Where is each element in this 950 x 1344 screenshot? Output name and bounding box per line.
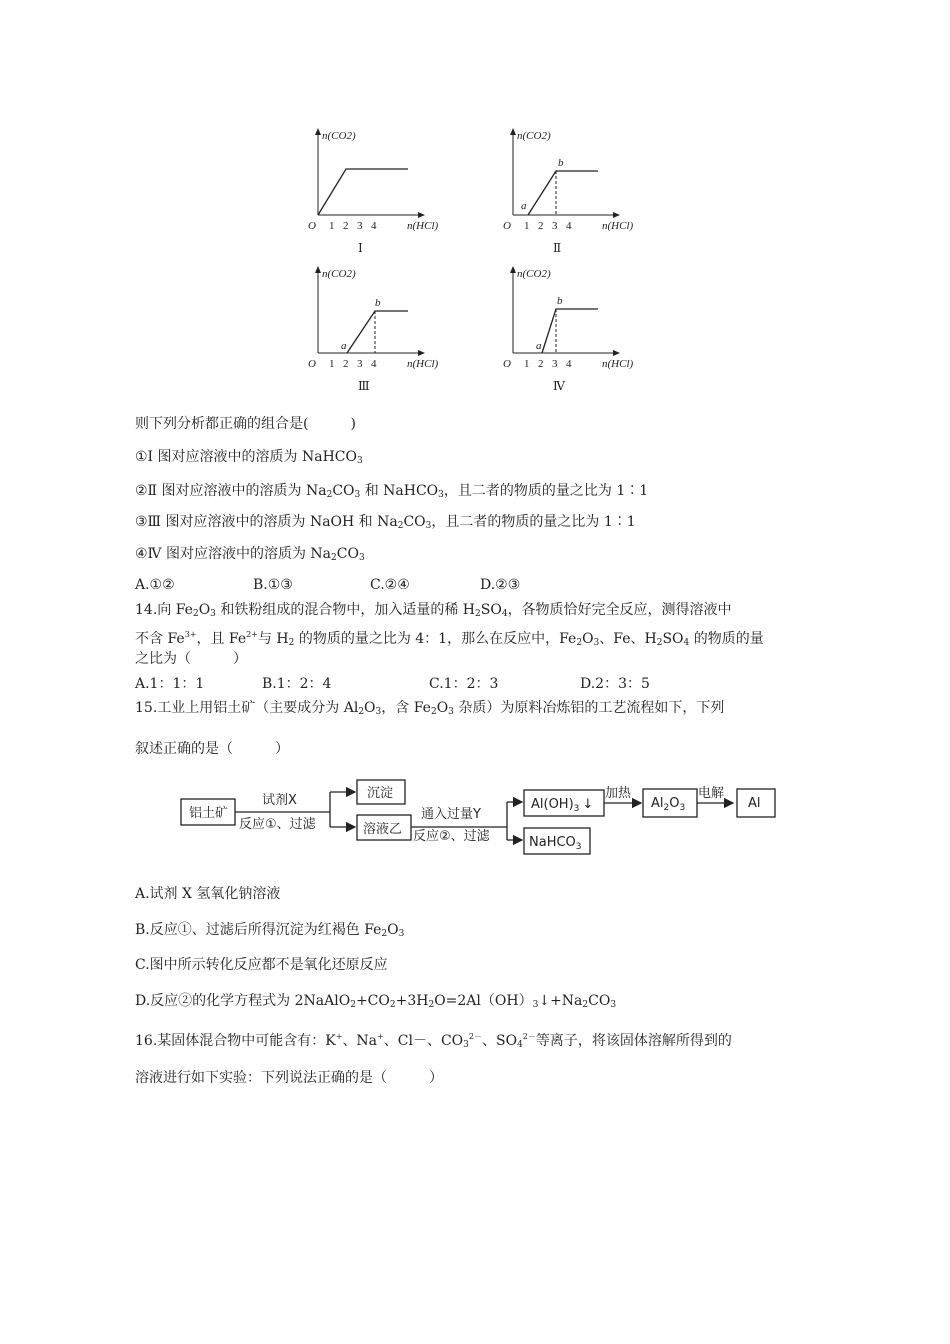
- graph-point-a: a: [341, 340, 347, 352]
- heat-label: 加热: [605, 786, 632, 801]
- graph-curve: [347, 311, 408, 353]
- graph-tick: 2: [343, 358, 349, 370]
- q13-option-b[interactable]: B.①③: [253, 577, 293, 593]
- graph-xlabel: n(HCl): [407, 358, 439, 370]
- graph-point-b: b: [375, 297, 381, 309]
- graph-xlabel: n(HCl): [602, 220, 634, 232]
- graph-curve: [318, 169, 408, 215]
- reagent-label: 试剂X: [262, 793, 297, 808]
- q13-statement-2: ②Ⅱ 图对应溶液中的溶质为 $Na_2CO_3$ 和 NaHCO$_3$，且二者的物质的量之比为 1∶1: [135, 483, 649, 500]
- graph-roman: Ⅳ: [553, 379, 565, 393]
- graph-tick: 4: [566, 358, 572, 370]
- graph-origin: O: [308, 358, 316, 370]
- q14-option-b[interactable]: B.1：2：4: [262, 676, 332, 692]
- q13-statement-3: ③Ⅲ 图对应溶液中的溶质为 NaOH 和 $Na_2CO_3$，且二者的物质的量之比为 1∶1: [135, 514, 636, 531]
- q14-option-c[interactable]: C.1：2：3: [429, 676, 499, 692]
- graph-curve: [528, 171, 598, 215]
- graph-tick: 2: [538, 220, 544, 232]
- graph-origin: O: [503, 358, 511, 370]
- graph-ylabel: n(CO2): [517, 130, 551, 142]
- graph-tick: 3: [357, 358, 363, 370]
- graph-tick: 3: [357, 220, 363, 232]
- graph-4: [495, 263, 655, 398]
- graph-tick: 1: [329, 358, 335, 370]
- graph-origin: O: [503, 220, 511, 232]
- q16-line-1: 16.某固体混合物中可能含有：K+、Na+、Cl－、$CO_3^{2-}$、$SO_4^{2-}$等离子，将该固体溶解所得到的: [135, 1032, 732, 1050]
- aloh3-label: $Al(OH)_3$ ↓: [531, 797, 594, 814]
- q13-option-c[interactable]: C.②④: [370, 577, 410, 593]
- graph-ylabel: n(CO2): [517, 268, 551, 280]
- al2o3-label: $Al_2O_3$: [651, 796, 686, 813]
- q15-option-c[interactable]: C.图中所示转化反应都不是氧化还原反应: [135, 957, 388, 973]
- graph-point-b: b: [557, 295, 563, 307]
- graph-roman: Ⅲ: [358, 379, 370, 393]
- graph-xlabel: n(HCl): [407, 220, 439, 232]
- graph-tick: 2: [343, 220, 349, 232]
- graph-2: [495, 125, 655, 260]
- graph-tick: 2: [538, 358, 544, 370]
- q15-option-a[interactable]: A.试剂 X 氢氧化钠溶液: [135, 886, 281, 902]
- ore-label: 铝土矿: [189, 806, 229, 821]
- nahco3-label: NaHCO$_3$: [529, 835, 582, 852]
- graph-roman: Ⅱ: [553, 241, 562, 255]
- step2-label: 反应②、过滤: [413, 829, 490, 844]
- q15-line-1: 15.工业上用铝土矿（主要成分为 $Al_2O_3$，含 $Fe_2O_3$ 杂质）为原料冶炼铝的工艺流程如下，下列: [135, 700, 725, 717]
- graph-origin: O: [308, 220, 316, 232]
- q15-option-b[interactable]: B.反应①、过滤后所得沉淀为红褐色 $Fe_2O_3$: [135, 922, 405, 939]
- q14-line-2: 不含 $Fe^{3+}$，且 $Fe^{2+}$与 $H_2$ 的物质的量之比为 4：1，那么在反应中，$Fe_2O_3$、Fe、$H_2SO_4$ 的物质的量: [135, 630, 764, 648]
- graph-1: [300, 125, 460, 260]
- electro-label: 电解: [698, 786, 725, 801]
- precipitate-label: 沉淀: [367, 786, 394, 801]
- graph-point-a: a: [536, 340, 542, 352]
- process-flow-diagram: [175, 776, 785, 861]
- graph-curve: [542, 309, 598, 353]
- q14-option-d[interactable]: D.2：3：5: [580, 676, 650, 692]
- al-label: Al: [748, 796, 761, 811]
- graph-ylabel: n(CO2): [322, 130, 356, 142]
- graph-tick: 4: [566, 220, 572, 232]
- graph-roman: Ⅰ: [358, 241, 363, 255]
- q13-option-a[interactable]: A.①②: [135, 577, 175, 593]
- q14-line-1: 14.向 $Fe_2O_3$ 和铁粉组成的混合物中，加入适量的稀 $H_2SO_4$，各物质恰好完全反应，测得溶液中: [135, 602, 732, 619]
- graph-tick: 1: [524, 358, 530, 370]
- q15-line-2: 叙述正确的是（ ）: [135, 741, 289, 757]
- excess-label: 通入过量Y: [421, 807, 481, 822]
- q13-statement-1: ①Ⅰ 图对应溶液中的溶质为 NaHCO$_3$: [135, 449, 363, 466]
- graph-tick: 1: [524, 220, 530, 232]
- solution-label: 溶液乙: [363, 822, 403, 837]
- graph-point-b: b: [558, 157, 564, 169]
- step1-label: 反应①、过滤: [239, 817, 316, 832]
- q13-statement-4: ④Ⅳ 图对应溶液中的溶质为 $Na_2CO_3$: [135, 546, 365, 563]
- q13-stem: 则下列分析都正确的组合是( ): [135, 416, 356, 432]
- graph-tick: 4: [371, 220, 377, 232]
- q15-option-d[interactable]: D.反应②的化学方程式为 $2NaAlO_2+CO_2+3H_2O=2Al(OH)_3↓+Na_2CO_3$: [135, 993, 617, 1010]
- graph-tick: 4: [371, 358, 377, 370]
- graph-point-a: a: [521, 200, 527, 212]
- q14-option-a[interactable]: A.1：1：1: [135, 676, 205, 692]
- graph-tick: 1: [329, 220, 335, 232]
- graph-3: [300, 263, 460, 398]
- graph-xlabel: n(HCl): [602, 358, 634, 370]
- q16-line-2: 溶液进行如下实验：下列说法正确的是（ ）: [135, 1070, 443, 1086]
- graph-tick: 3: [552, 358, 558, 370]
- graph-ylabel: n(CO2): [322, 268, 356, 280]
- q14-line-3: 之比为（ ）: [135, 651, 247, 667]
- graph-tick: 3: [552, 220, 558, 232]
- q13-option-d[interactable]: D.②③: [480, 577, 521, 593]
